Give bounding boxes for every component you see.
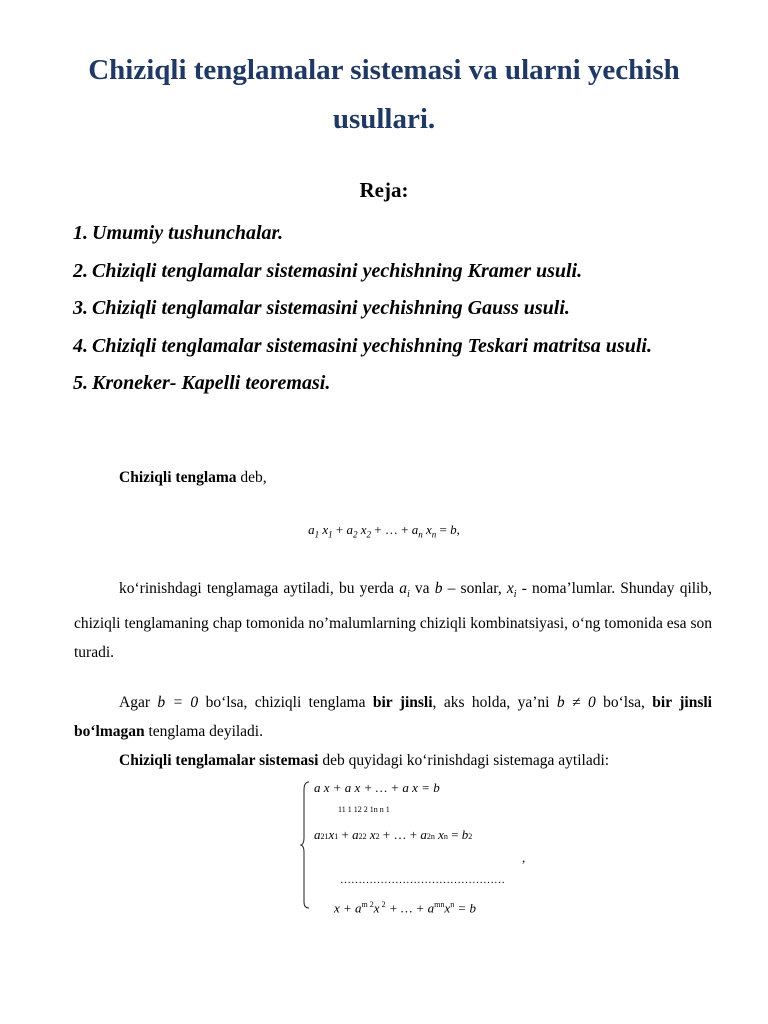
system-brace-icon (300, 780, 310, 910)
plan-item-number: 3. (73, 297, 88, 319)
plan-item (73, 290, 723, 328)
plan-item (73, 215, 723, 253)
plan-heading: Reja: (359, 178, 409, 202)
system-row-2: a21x1 + a22 x2 + … + a2n xn = b2 (314, 827, 473, 842)
plan-item-text: Chiziqli tenglamalar sistemasini yechishning Gauss usuli. (92, 297, 570, 319)
plan-list (73, 215, 723, 403)
system-row-1-subscripts: 11 1 12 2 1n n 1 (338, 805, 390, 814)
bold-term: bir jinsli bo‘lmagan (74, 694, 712, 740)
plan-item (73, 365, 723, 403)
explanation-paragraph: ko‘rinishdagi tenglamaga aytiladi, bu yerda $a_i$ va b – sonlar, $x_i$ - noma’lumlar. Shunday qilib, chiziqli tenglamaning chap tomonida no’malumlarning chiziqli kombinatsiyasi, o‘ng tomonida esa son turadi. (74, 580, 712, 662)
document-title: Chiziqli tenglamalar sistemasi va ularni yechish usullari. (88, 54, 680, 135)
system-row-m: $x + a^{m 2}x$ $^2$ + … + $a^{mn}x^n = b$ (334, 900, 476, 916)
plan-item-number: 4. (73, 334, 88, 357)
linear-equation-formula: $a_1$ $x_1 + a_2$ $x_2$ + … + $a_n$ $x_n = b$, (308, 522, 460, 540)
plan-item-text: Chiziqli tenglamalar sistemasini yechishning Teskari matritsa usuli. (92, 334, 652, 357)
system-dots: ……………………………………… (340, 874, 505, 886)
definition-paragraph: Chiziqli tenglama deb, (119, 469, 267, 486)
plan-item-text: Umumiy tushunchalar. (92, 222, 284, 244)
bold-term: Chiziqli tenglama (119, 469, 237, 486)
plan-item (73, 328, 723, 366)
plan-item-number: 1. (73, 222, 88, 244)
system-row-1: a x + a x + … + a x = b (314, 780, 440, 795)
plan-item-text: Chiziqli tenglamalar sistemasini yechishning Kramer usuli. (92, 259, 583, 282)
plan-item (73, 253, 723, 291)
bold-term: Chiziqli tenglamalar sistemasi (119, 752, 319, 769)
homogeneous-paragraph: Agar b = 0 bo‘lsa, chiziqli tenglama bir jinsli, aks holda, ya’ni b ≠ 0 bo‘lsa, bir jinsli bo‘lmagan tenglama deyiladi. (74, 694, 712, 740)
plan-item-number: 5. (73, 372, 88, 394)
equation-system (300, 778, 540, 918)
bold-term: bir jinsli (372, 694, 433, 711)
plan-item-number: 2. (73, 259, 88, 282)
system-definition-paragraph: Chiziqli tenglamalar sistemasi deb quyidagi ko‘rinishdagi sistemaga aytiladi: (119, 752, 610, 769)
plan-item-text: Kroneker- Kapelli teoremasi. (92, 372, 331, 394)
system-comma: , (522, 850, 526, 865)
